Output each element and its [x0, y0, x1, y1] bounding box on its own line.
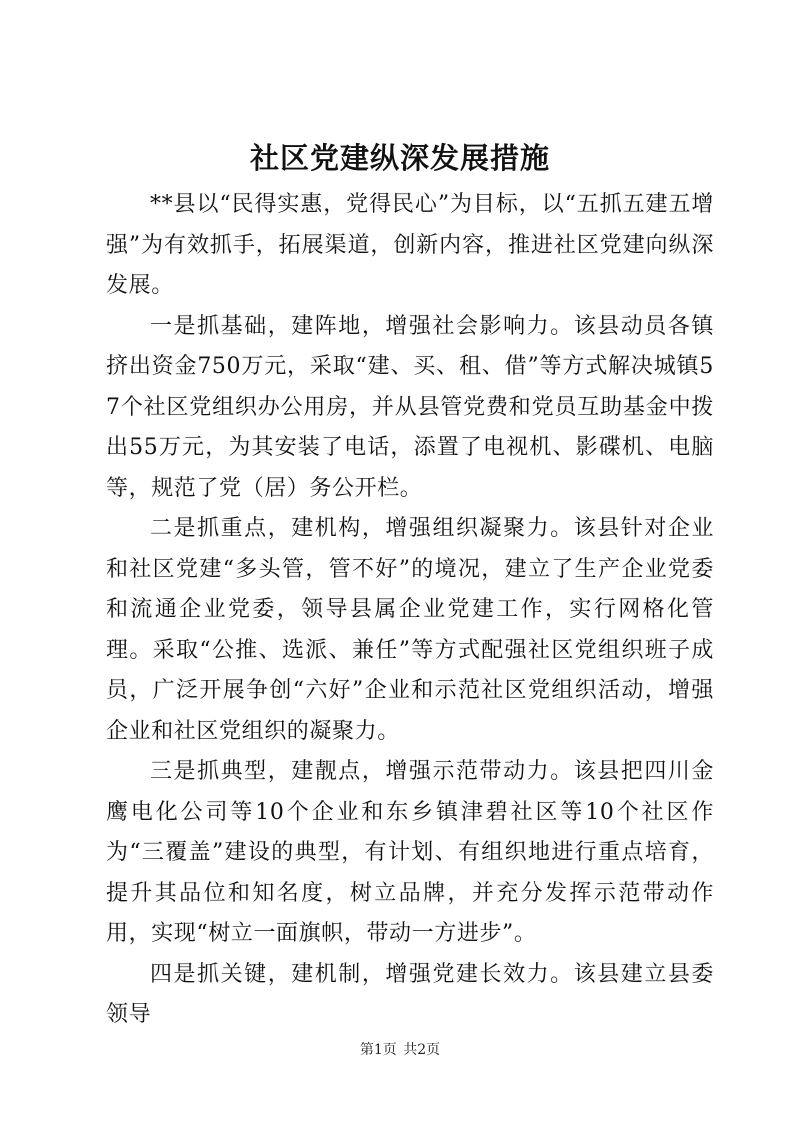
paragraph-intro: **县以“民得实惠，党得民心”为目标，以“五抓五建五增强”为有效抓手，拓展渠道，创新内容，推进社区党建向纵深发展。	[106, 192, 714, 298]
page-number: 第1页	[359, 1042, 397, 1058]
paragraph-foundation: 一是抓基础，建阵地，增强社会影响力。该县动员各镇挤出资金750万元，采取“建、买、租、借”等方式解决城镇57个社区党组织办公用房，并从县管党费和党员互助基金中拨出55万元，为其安装了电话，添置了电视机、影碟机、电脑等，规范了党（居）务公开栏。	[106, 313, 714, 501]
page-total: 共2页	[403, 1042, 441, 1058]
paragraph-key-points: 二是抓重点，建机构，增强组织凝聚力。该县针对企业和社区党建“多头管，管不好”的境况，建立了生产企业党委和流通企业党委，领导县属企业党建工作，实行网格化管理。采取“公推、选派、兼任”等方式配强社区党组织班子成员，广泛开展争创“六好”企业和示范社区党组织活动，增强企业和社区党组织的凝聚力。	[106, 516, 714, 744]
document-title: 社区党建纵深发展措施	[249, 141, 550, 175]
paragraph-models: 三是抓典型，建靓点，增强示范带动力。该县把四川金鹰电化公司等10个企业和东乡镇津碧社区等10个社区作为“三覆盖”建设的典型，有计划、有组织地进行重点培育，提升其品位和知名度，树立品牌，并充分发挥示范带动作用，实现“树立一面旗帜，带动一方进步”。	[106, 759, 714, 946]
page-footer	[0, 1040, 800, 1060]
paragraph-mechanism: 四是抓关键，建机制，增强党建长效力。该县建立县委领导	[106, 961, 714, 1027]
document-body	[106, 185, 714, 1036]
